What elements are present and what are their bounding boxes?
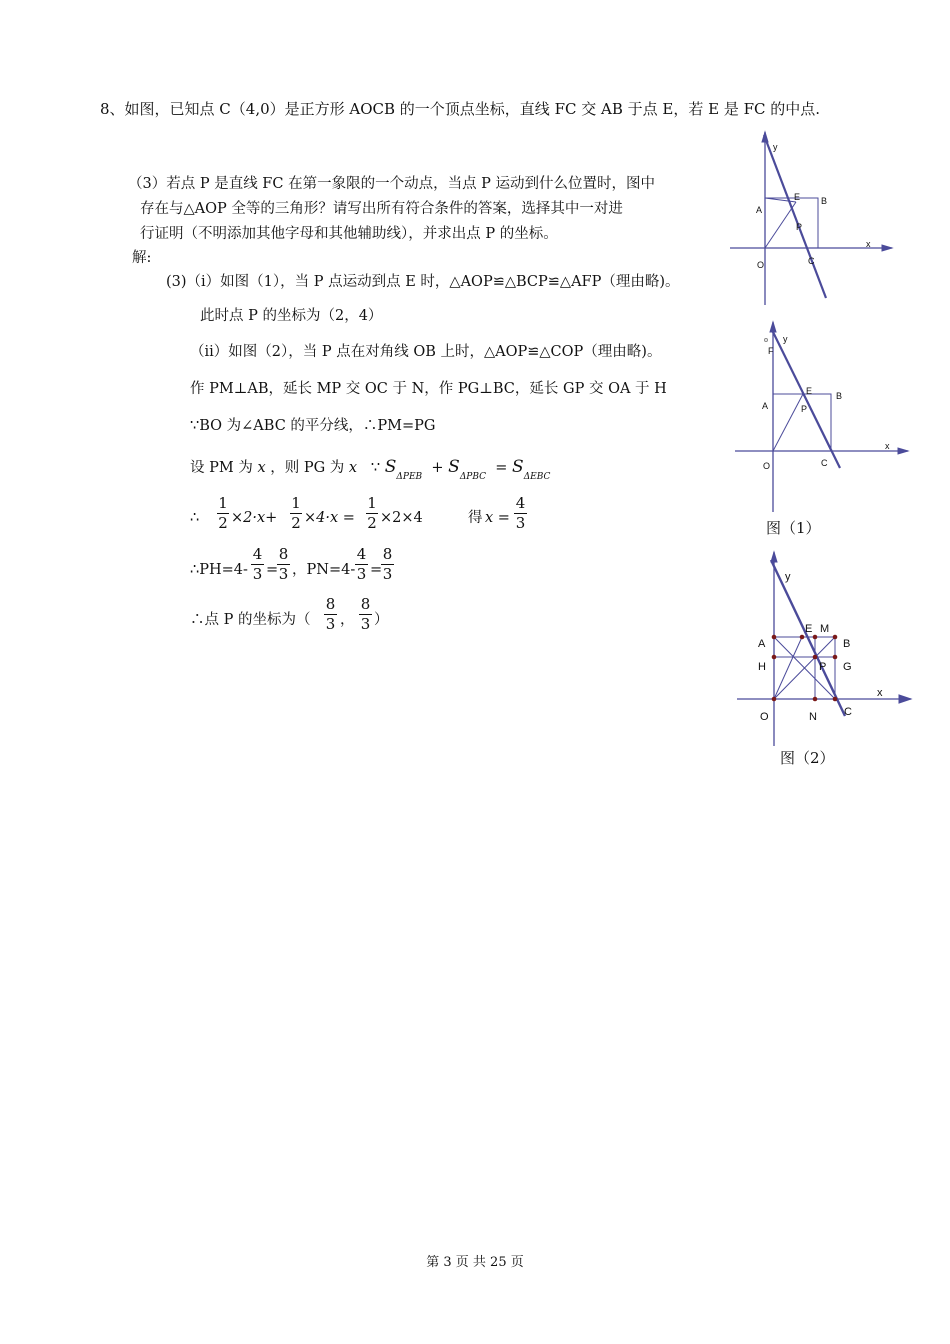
solution-case1: (3)（ⅰ）如图（1），当 P 点运动到点 E 时，△AOP≌△BCP≌△AFP（理由略)。 [166, 274, 680, 290]
label-o: O [763, 461, 771, 471]
line-fc [764, 135, 826, 298]
label-y: y [785, 571, 791, 583]
fraction-den: 3 [325, 615, 336, 633]
label-o: O [760, 711, 769, 723]
ph-prefix: ∴PH=4- [190, 562, 248, 578]
label-a: A [756, 205, 763, 215]
fraction-four-thirds [514, 495, 527, 532]
y-axis-arrow [770, 322, 776, 332]
let-var-2: x [348, 460, 358, 476]
fraction-pn-four-thirds [355, 546, 368, 583]
area-s2: S [448, 457, 460, 477]
label-o: O [757, 260, 765, 270]
pn-prefix: ，PN=4- [292, 562, 356, 578]
point-m [813, 635, 818, 640]
segment-oe [774, 637, 802, 699]
label-c: C [844, 706, 852, 718]
fraction-num: 4 [252, 545, 263, 563]
problem-title: 8、如图，已知点 C（4,0）是正方形 AOCB 的一个顶点坐标，直线 FC 交 AB 于点 E，若 E 是 FC 的中点. [100, 100, 821, 118]
let-text: 设 PM 为 [190, 460, 253, 476]
label-x: x [877, 687, 883, 699]
point-a [772, 635, 777, 640]
let-var-1: x [257, 460, 266, 476]
coord-prefix: ∴点 P 的坐标为（ [190, 612, 311, 628]
label-n: N [809, 711, 817, 723]
pn-equals: = [370, 562, 383, 578]
label-a: A [758, 638, 766, 650]
fraction-num: 8 [278, 545, 289, 563]
segment-op [765, 202, 796, 248]
label-b: B [843, 638, 851, 650]
question3-line2: 存在与△AOP 全等的三角形？请写出所有符合条件的答案，选择其中一对进 [140, 201, 623, 217]
label-e: E [805, 623, 813, 635]
fraction-den: 2 [291, 514, 301, 532]
fraction-num: 1 [291, 494, 301, 512]
label-b: B [836, 391, 843, 401]
area-s1: S [384, 457, 397, 477]
solution-bisector: ∵BO 为∠ABC 的平分线，∴PM=PG [190, 418, 436, 434]
point-b [833, 635, 838, 640]
fraction-den: 3 [252, 565, 263, 583]
fraction-den: 3 [278, 565, 289, 583]
since-symbol: ∵ [370, 460, 381, 476]
area-s3: S [512, 457, 524, 477]
label-a: A [762, 401, 769, 411]
fraction-den: 3 [356, 565, 367, 583]
x-axis-arrow [882, 245, 892, 251]
fraction-den: 3 [360, 615, 371, 633]
fraction-num: 1 [367, 494, 377, 512]
fraction-half-2 [290, 495, 302, 532]
fraction-px [324, 596, 337, 633]
term3: ×2×4 [380, 510, 423, 526]
label-y: y [783, 334, 788, 344]
fraction-ph-four-thirds [251, 546, 264, 583]
area-s1-sub: ΔPEB [396, 472, 423, 482]
fraction-den: 3 [515, 514, 526, 532]
point-g [833, 655, 838, 660]
label-p: P [819, 661, 827, 673]
label-c: C [808, 256, 815, 266]
area-s2-sub: ΔPBC [459, 472, 487, 482]
point-p [813, 655, 818, 660]
equals-sign: = [495, 460, 508, 476]
therefore-symbol-1: ∴ [190, 510, 200, 526]
ph-equals: = [266, 562, 279, 578]
area-s3-sub: ΔEBC [523, 472, 551, 482]
label-p: P [796, 222, 803, 232]
fraction-py [359, 596, 372, 633]
fraction-num: 1 [218, 494, 228, 512]
term1: ×2·x+ [231, 510, 278, 526]
fraction-half-1 [217, 495, 229, 532]
fraction-num: 4 [356, 545, 367, 563]
fraction-den: 2 [367, 514, 377, 532]
label-x: x [885, 441, 890, 451]
fraction-den: 2 [218, 514, 228, 532]
get-text: 得 [468, 510, 483, 526]
fraction-den: 3 [382, 565, 393, 583]
fraction-pn-eight-thirds [381, 546, 394, 583]
figure-2 [735, 548, 915, 748]
solution-case2: （ⅱ）如图（2），当 P 点在对角线 OB 上时，△AOP≌△COP（理由略)。 [190, 344, 662, 360]
label-g: G [843, 661, 852, 673]
label-f: F [768, 346, 774, 356]
segment-pc [803, 394, 831, 451]
label-y: y [773, 142, 778, 152]
let-line [190, 457, 550, 480]
solution-case1-coord: 此时点 P 的坐标为（2，4） [200, 308, 383, 324]
fraction-num: 8 [325, 595, 336, 613]
label-m: M [820, 623, 830, 635]
label-e: E [806, 386, 813, 396]
coord-sep: ， [340, 612, 355, 628]
segment-ap [765, 198, 796, 202]
coord-suffix: ） [374, 612, 389, 628]
figure-1-caption: 图（1） [766, 519, 821, 537]
fraction-num: 8 [382, 545, 393, 563]
fraction-half-3 [366, 495, 378, 532]
label-c: C [821, 458, 828, 468]
label-x: x [866, 239, 871, 249]
segment-op [773, 394, 803, 451]
label-e: E [794, 192, 801, 202]
solution-construction: 作 PM⊥AB，延长 MP 交 OC 于 N，作 PG⊥BC，延长 GP 交 OA 于 H [190, 381, 667, 397]
x-axis-arrow [898, 448, 908, 454]
x-equals: x = [485, 510, 510, 526]
point-c [833, 697, 838, 702]
point-o [772, 697, 777, 702]
figure-0 [720, 130, 900, 310]
page-footer: 第 3 页 共 25 页 [426, 1255, 524, 1270]
fraction-ph-eight-thirds [277, 546, 290, 583]
question3-line1: （3）若点 P 是直线 FC 在第一象限的一个动点，当点 P 运动到什么位置时，图中 [128, 176, 656, 192]
plus-sign: + [431, 460, 444, 476]
figure-2-caption: 图（2） [780, 749, 835, 767]
label-b: B [821, 196, 828, 206]
fraction-num: 4 [515, 494, 526, 512]
term2: ×4·x = [304, 510, 355, 526]
point-h [772, 655, 777, 660]
solution-label: 解: [132, 250, 152, 266]
label-p: P [801, 404, 808, 414]
let-text2: ，则 PG 为 [270, 460, 345, 476]
x-axis-arrow [899, 695, 911, 703]
figure-1 [730, 320, 910, 515]
point-e [800, 635, 805, 640]
square-aocb [773, 394, 831, 451]
point-n [813, 697, 818, 702]
point-marker-icon [765, 339, 768, 342]
question3-line3: 行证明（不明添加其他字母和其他辅助线），并求出点 P 的坐标。 [140, 226, 558, 242]
label-h: H [758, 661, 766, 673]
fraction-num: 8 [360, 595, 371, 613]
